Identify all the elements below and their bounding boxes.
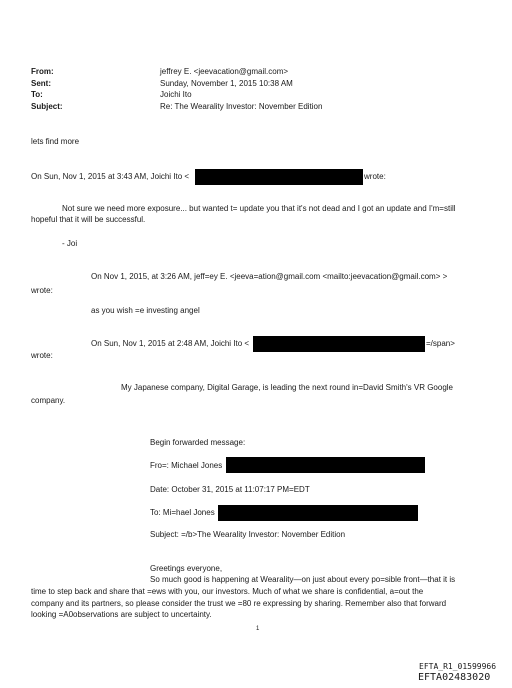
redaction-box	[195, 169, 363, 185]
forward-to: To: Mi=hael Jones	[150, 508, 215, 517]
greeting-para-line: So much good is happening at Wearality—on just about every po=sible front—that it is	[150, 575, 456, 584]
quote2-wrote: wrote:	[31, 286, 53, 295]
quote3-wrote: wrote:	[31, 351, 53, 360]
sent-label: Sent:	[31, 79, 51, 88]
forward-begin: Begin forwarded message:	[150, 438, 246, 447]
signature-joi: - Joi	[62, 239, 78, 248]
from-value: jeffrey E. <jeevacation@gmail.com>	[160, 67, 289, 76]
subject-label: Subject:	[31, 102, 63, 111]
para2-line2: company.	[31, 396, 66, 405]
from-label: From:	[31, 67, 54, 76]
para2-line1: My Japanese company, Digital Garage, is leading the next round in=David Smith's VR Google	[121, 383, 453, 392]
sent-value: Sunday, November 1, 2015 10:38 AM	[160, 79, 293, 88]
quote1-intro: On Sun, Nov 1, 2015 at 3:43 AM, Joichi Ito <	[31, 172, 190, 181]
quote3-tail: =/span>	[426, 339, 455, 348]
quote1-wrote: wrote:	[364, 172, 386, 181]
forward-from: Fro=: Michael Jones	[150, 461, 223, 470]
redaction-box	[226, 457, 425, 473]
greeting-para-line: company and its partners, so please consider the trust we =80 re expressing by sharing. Remember also that forward	[31, 599, 447, 608]
greeting-line: Greetings everyone,	[150, 564, 223, 573]
quote3-intro: On Sun, Nov 1, 2015 at 2:48 AM, Joichi Ito <	[91, 339, 250, 348]
body-line-lets-find-more: lets find more	[31, 137, 80, 146]
redaction-box	[253, 336, 425, 352]
redaction-box	[218, 505, 418, 521]
to-value: Joichi Ito	[160, 90, 192, 99]
to-label: To:	[31, 90, 43, 99]
para1-line1: Not sure we need more exposure... but wanted t= update you that it's not dead and I got an update and I'm=still	[62, 204, 456, 213]
greeting-para-line: looking =A0observations are subject to uncertainty.	[31, 610, 212, 619]
forward-date: Date: October 31, 2015 at 11:07:17 PM=EDT	[150, 485, 310, 494]
greeting-para-line: time to step back and share that =ews with you, our investors. Much of what we share is confidential, a=out the	[31, 587, 424, 596]
line-as-you-wish: as you wish =e investing angel	[91, 306, 200, 315]
bates-stamp-primary: EFTA_R1_01599966	[419, 662, 497, 671]
page-number: 1	[256, 626, 260, 632]
para1-line2: hopeful that it will be successful.	[31, 215, 146, 224]
quote2-intro: On Nov 1, 2015, at 3:26 AM, jeff=ey E. <jeeva=ation@gmail.com <mailto:jeevacation@gmail.com> >	[91, 272, 448, 281]
subject-value: Re: The Wearality Investor: November Edition	[160, 102, 323, 111]
bates-stamp-secondary: EFTA02483020	[418, 672, 491, 683]
forward-subject: Subject: =/b>The Wearality Investor: November Edition	[150, 530, 346, 539]
